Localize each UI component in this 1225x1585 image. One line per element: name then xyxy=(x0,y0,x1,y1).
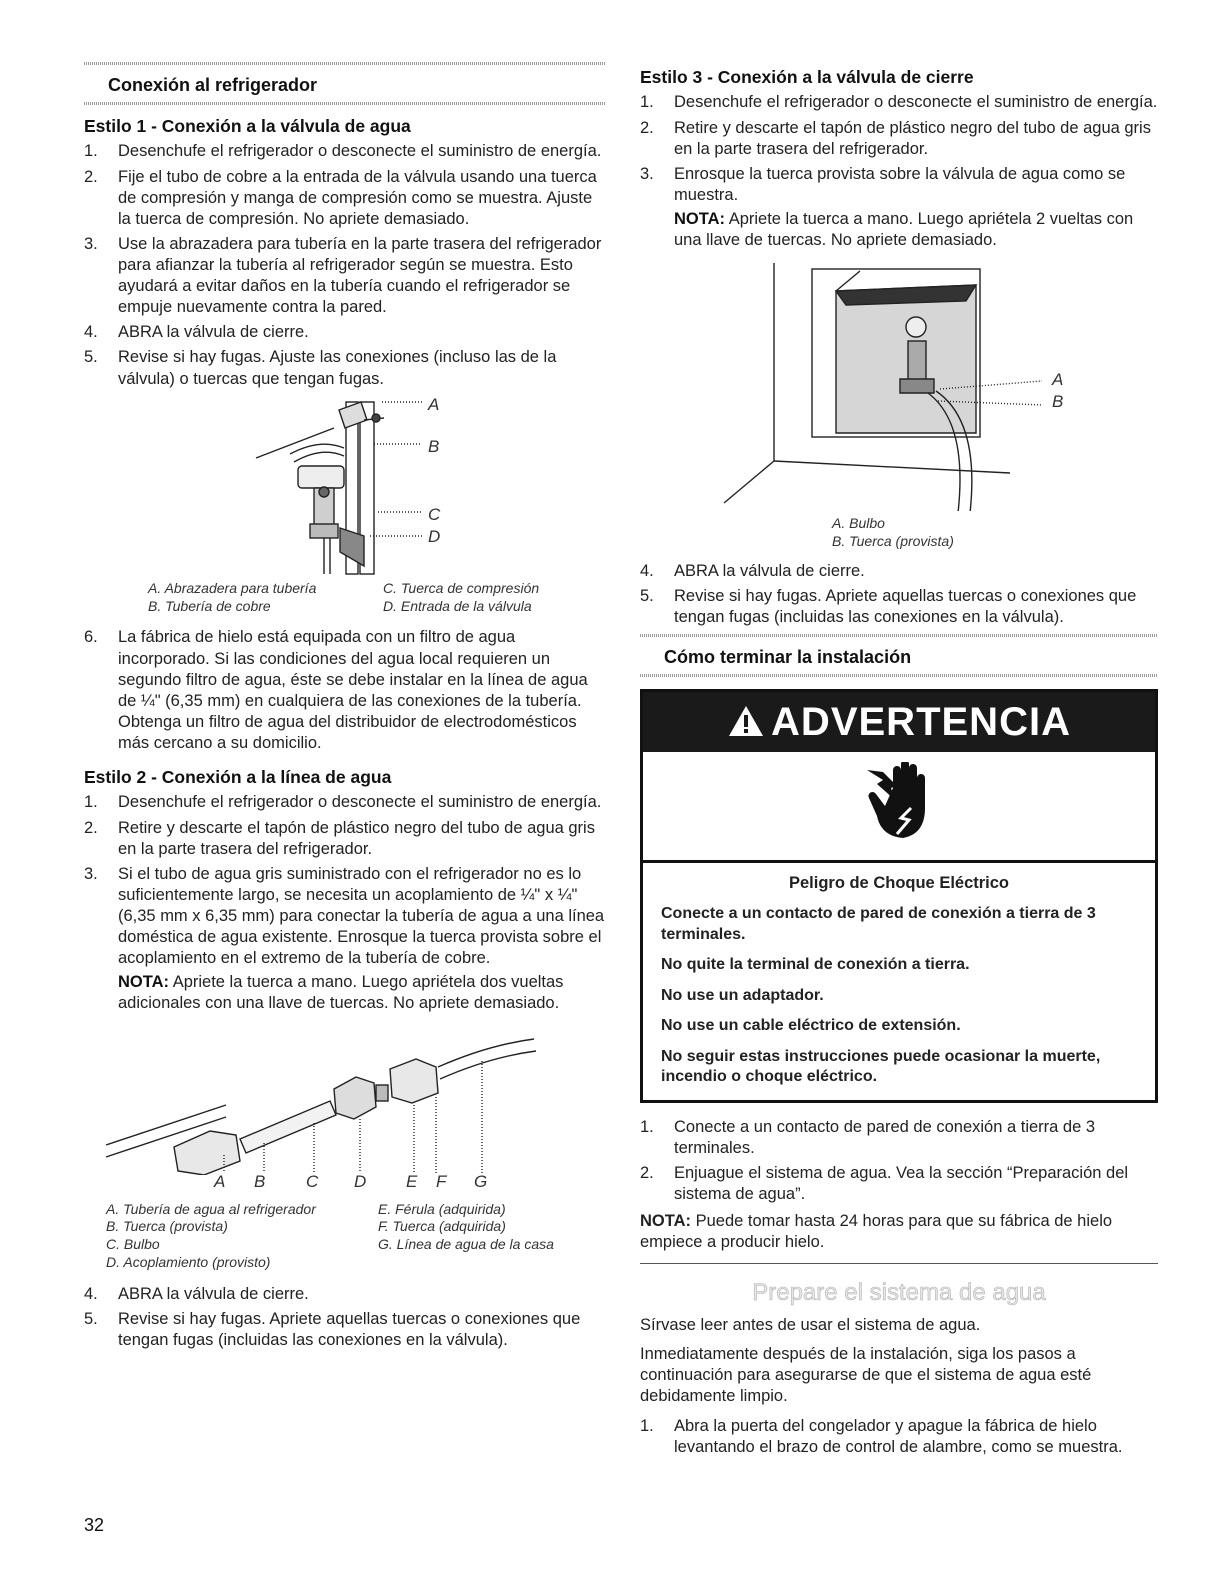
note-label: NOTA: xyxy=(118,973,170,992)
callout-a: A xyxy=(1052,370,1064,390)
finish-steps xyxy=(640,1117,1158,1205)
captions-right xyxy=(378,1201,606,1273)
list-item xyxy=(84,167,606,230)
caption: D. Acoplamiento (provisto) xyxy=(106,1254,271,1271)
list-item xyxy=(640,92,1158,113)
caption: B. Tuerca (provista) xyxy=(832,533,954,550)
style3-heading: Estilo 3 - Conexión a la válvula de cierre xyxy=(640,67,974,87)
step-text: Retire y descarte el tapón de plástico negro del tubo de agua gris en la parte trasera del refrigerador. xyxy=(118,818,595,858)
style2-captions xyxy=(106,1201,606,1273)
step-text: ABRA la válvula de cierre. xyxy=(674,561,865,580)
step-number: 2. xyxy=(640,1163,654,1182)
caption: B. Tuerca (provista) xyxy=(106,1218,228,1235)
list-item xyxy=(640,118,1158,160)
valve-clamp-figure xyxy=(84,396,606,576)
style3-note xyxy=(674,209,1158,251)
style2-note xyxy=(118,972,606,1014)
section-header-connection xyxy=(84,62,606,105)
callout-e: E xyxy=(406,1171,418,1191)
section-header-finish xyxy=(640,634,1158,677)
section-title: Cómo terminar la instalación xyxy=(664,647,912,668)
step-number: 2. xyxy=(84,818,98,837)
warning-line: No use un cable eléctrico de extensión. xyxy=(661,1017,961,1035)
warning-box xyxy=(640,689,1158,1102)
style2-steps xyxy=(84,792,606,1014)
caption: A. Tubería de agua al refrigerador xyxy=(106,1200,316,1217)
step-text: Revise si hay fugas. Ajuste las conexiones (incluso las de la válvula) o tuercas que tengan fugas. xyxy=(118,348,557,388)
step-number: 1. xyxy=(640,1117,654,1136)
warning-title: Peligro de Choque Eléctrico xyxy=(788,874,1010,893)
prepare-title: Prepare el sistema de agua xyxy=(752,1279,1046,1307)
step-number: 2. xyxy=(84,167,98,186)
callout-b: B xyxy=(428,436,440,456)
list-item xyxy=(640,1163,1158,1205)
valve-clamp-illustration xyxy=(84,396,606,576)
step-text: Desenchufe el refrigerador o desconecte el suministro de energía. xyxy=(118,142,602,161)
step-number: 5. xyxy=(640,587,654,606)
step-number: 1. xyxy=(640,1416,654,1435)
step-text: Enrosque la tuerca provista sobre la válvula de agua como se muestra. xyxy=(674,164,1126,204)
step-number: 1. xyxy=(640,93,654,112)
step-text: La fábrica de hielo está equipada con un filtro de agua incorporado. Si las condiciones del agua local requieren un segundo filtro de agua, éste se debe instalar en la línea de agua de ¼" (6,35 mm) en cualquiera de las conexiones de la tubería. Obtenga un filtro de agua del distribuidor de electrodomésticos más cercano a su domicilio. xyxy=(118,628,588,752)
caption: A. Abrazadera para tubería xyxy=(148,579,317,596)
caption: E. Férula (adquirida) xyxy=(378,1200,506,1217)
step-number: 3. xyxy=(640,164,654,183)
list-item xyxy=(640,1416,1158,1458)
caption: A. Bulbo xyxy=(832,515,885,532)
step-text: Revise si hay fugas. Apriete aquellas tuercas o conexiones que tengan fugas (incluidas las conexiones en la válvula). xyxy=(118,1310,581,1350)
electric-shock-icon xyxy=(859,762,939,850)
step-text: ABRA la válvula de cierre. xyxy=(118,1285,309,1304)
warning-line: No quite la terminal de conexión a tierra. xyxy=(661,956,970,974)
step-text: Use la abrazadera para tubería en la parte trasera del refrigerador para afianzar la tubería al refrigerador según se muestra. Esto ayudará a evitar daños en la tubería cuando el refrigerador se empuje nuevamente contra la pared. xyxy=(118,234,602,317)
note-text: Apriete la tuerca a mano. Luego apriétela dos vueltas adicionales con una llave de tuercas. No apriete demasiado. xyxy=(118,973,564,1013)
step-text: Revise si hay fugas. Apriete aquellas tuercas o conexiones que tengan fugas (incluidas las conexiones en la válvula). xyxy=(674,587,1137,627)
list-item xyxy=(640,1117,1158,1159)
step-number: 1. xyxy=(84,793,98,812)
right-column xyxy=(640,62,1158,1464)
warning-header xyxy=(643,692,1155,752)
callout-g: G xyxy=(474,1171,488,1191)
warning-header-text: ADVERTENCIA xyxy=(771,700,1071,745)
list-item xyxy=(640,561,1158,582)
list-item xyxy=(640,586,1158,628)
callout-b: B xyxy=(254,1171,266,1191)
style3-steps xyxy=(640,92,1158,251)
step-text: Fije el tubo de cobre a la entrada de la válvula usando una tuerca de compresión y manga de compresión como se muestra. Ajuste la tuerca de compresión. No apriete demasiado. xyxy=(118,167,597,228)
callout-c: C xyxy=(428,504,441,524)
prepare-paragraph: Inmediatamente después de la instalación, siga los pasos a continuación para asegurarse de que el sistema de agua esté debidamente limpio. xyxy=(640,1345,1092,1406)
list-item xyxy=(84,792,606,813)
note-label: NOTA: xyxy=(674,209,726,228)
list-item xyxy=(84,141,606,162)
step-number: 3. xyxy=(84,234,98,253)
step-number: 1. xyxy=(84,142,98,161)
style3-captions xyxy=(640,515,1158,551)
step-number: 2. xyxy=(640,118,654,137)
coupling-illustration xyxy=(84,1027,606,1175)
step-number: 5. xyxy=(84,348,98,367)
warning-icon-area xyxy=(643,752,1155,863)
style2-heading: Estilo 2 - Conexión a la línea de agua xyxy=(84,767,392,788)
step-text: Desenchufe el refrigerador o desconecte el suministro de energía. xyxy=(674,93,1158,112)
callout-d: D xyxy=(354,1171,367,1191)
caption: F. Tuerca (adquirida) xyxy=(378,1218,506,1235)
callout-b: B xyxy=(1052,392,1064,412)
list-item xyxy=(84,1309,606,1351)
warning-triangle-icon xyxy=(727,695,765,755)
caption: G. Línea de agua de la casa xyxy=(378,1236,554,1253)
step-text: Conecte a un contacto de pared de conexión a tierra de 3 terminales. xyxy=(674,1117,1096,1157)
caption: C. Bulbo xyxy=(106,1236,160,1253)
step-text: Si el tubo de agua gris suministrado con el refrigerador no es lo suficientemente largo, se necesita un acoplamiento de ¼" x ¼" (6,35 mm x 6,35 mm) para conectar la tubería de agua a una línea doméstica de agua existente. Enrosque la tuerca provista sobre el acoplamiento en el extremo de la tubería de cobre. xyxy=(118,864,605,968)
step-number: 4. xyxy=(84,1285,98,1304)
callout-f: F xyxy=(436,1171,447,1191)
callout-d: D xyxy=(428,526,441,546)
warning-line: Conecte a un contacto de pared de conexión a tierra de 3 terminales. xyxy=(661,905,1096,943)
left-column xyxy=(84,62,606,1358)
warning-body xyxy=(643,863,1155,1099)
page-number: 32 xyxy=(84,1515,105,1535)
caption: C. Tuerca de compresión xyxy=(383,579,540,596)
coupling-figure xyxy=(84,1027,606,1175)
divider xyxy=(640,1263,1158,1264)
prepare-paragraph: Sírvase leer antes de usar el sistema de agua. xyxy=(640,1316,981,1335)
step-text: Enjuague el sistema de agua. Vea la sección “Preparación del sistema de agua”. xyxy=(674,1163,1129,1204)
list-item xyxy=(84,347,606,389)
list-item xyxy=(84,627,606,754)
step-number: 3. xyxy=(84,864,98,883)
prepare-steps xyxy=(640,1416,1158,1458)
list-item xyxy=(84,1284,606,1305)
step-number: 6. xyxy=(84,628,98,647)
list-item xyxy=(640,164,1158,251)
shutoff-valve-illustration xyxy=(640,261,1158,511)
step-text: Abra la puerta del congelador y apague la fábrica de hielo levantando el brazo de control de alambre, como se muestra. xyxy=(674,1416,1123,1456)
style1-captions xyxy=(84,580,606,616)
style1-step6 xyxy=(84,627,606,754)
note-text: Puede tomar hasta 24 horas para que su fábrica de hielo empiece a producir hielo. xyxy=(640,1212,1113,1252)
style3-steps-after xyxy=(640,561,1158,628)
step-number: 4. xyxy=(640,561,654,580)
warning-line: No seguir estas instrucciones puede ocasionar la muerte, incendio o choque eléctrico. xyxy=(661,1047,1101,1086)
shutoff-valve-figure xyxy=(640,261,1158,511)
callout-a: A xyxy=(214,1171,226,1191)
caption: B. Tubería de cobre xyxy=(148,597,271,614)
note-label: NOTA: xyxy=(640,1212,692,1231)
callout-a: A xyxy=(428,394,440,414)
list-item xyxy=(84,322,606,343)
coupling-callouts xyxy=(84,1171,606,1195)
list-item xyxy=(84,234,606,318)
list-item xyxy=(84,818,606,860)
section-title: Conexión al refrigerador xyxy=(108,75,318,95)
captions-left xyxy=(106,1201,366,1273)
note-text: Apriete la tuerca a mano. Luego apriétela 2 vueltas con una llave de tuercas. No apriete demasiado. xyxy=(674,209,1134,250)
style1-steps xyxy=(84,141,606,389)
finish-note xyxy=(640,1211,1158,1253)
style2-steps-after xyxy=(84,1284,606,1351)
step-number: 4. xyxy=(84,323,98,342)
warning-line: No use un adaptador. xyxy=(661,986,824,1004)
list-item xyxy=(84,864,606,1015)
step-text: ABRA la válvula de cierre. xyxy=(118,323,309,342)
caption: D. Entrada de la válvula xyxy=(383,597,532,614)
step-text: Retire y descarte el tapón de plástico negro del tubo de agua gris en la parte trasera del refrigerador. xyxy=(674,118,1151,158)
callout-c: C xyxy=(306,1171,319,1191)
step-number: 5. xyxy=(84,1310,98,1329)
style1-heading: Estilo 1 - Conexión a la válvula de agua xyxy=(84,116,411,137)
step-text: Desenchufe el refrigerador o desconecte el suministro de energía. xyxy=(118,793,602,812)
